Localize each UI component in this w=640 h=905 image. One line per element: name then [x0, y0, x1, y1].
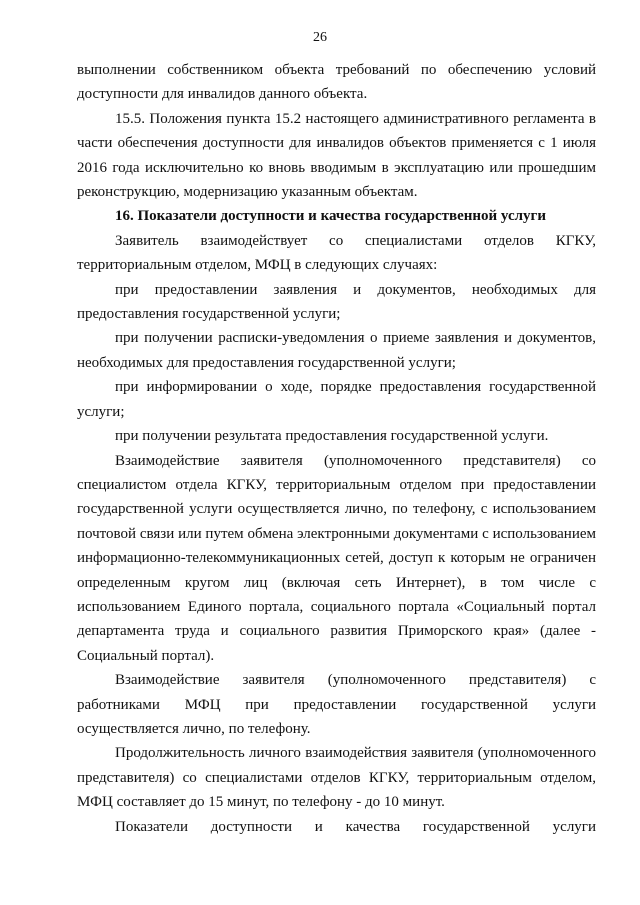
paragraph-continuation: выполнении собственником объекта требований по обеспечению условий доступности для инвалидов данного объекта.	[77, 62, 596, 103]
list-item-application: при предоставлении заявления и документов, необходимых для предоставления государственной услуги;	[77, 281, 596, 323]
paragraph-duration: Продолжительность личного взаимодействия заявителя (уполномоченного представителя) со специалистами отделов КГКУ, территориальным отделом, МФЦ составляет до 15 минут, по телефону - до 10 минут.	[77, 745, 596, 811]
section-heading-16: 16. Показатели доступности и качества государственной услуги	[115, 208, 546, 225]
list-item-result: при получении результата предоставления государственной услуги.	[115, 428, 549, 445]
list-item-receipt: при получении расписки-уведомления о приеме заявления и документов, необходимых для предоставления государственной услуги;	[77, 330, 596, 371]
page-number: 26	[313, 30, 327, 45]
document-body	[77, 58, 596, 839]
paragraph-interaction-cases: Заявитель взаимодействует со специалистами отделов КГКУ, территориальным отделом, МФЦ в следующих случаях:	[77, 232, 596, 274]
paragraph-interaction-mfc: Взаимодействие заявителя (уполномоченного представителя) с работниками МФЦ при предоставлении государственной услуги осуществляется лично, по телефону.	[77, 672, 596, 737]
list-item-informing: при информировании о ходе, порядке предоставления государственной услуги;	[77, 379, 596, 420]
paragraph-indicators: Показатели доступности и качества государственной услуги	[115, 818, 596, 835]
paragraph-15-5: 15.5. Положения пункта 15.2 настоящего административного регламента в части обеспечения доступности для инвалидов объектов применяется с 1 июля 2016 года исключительно ко вновь вводимым в эксплуатацию или прошедшим реконструкцию, модернизацию указанным объектам.	[77, 110, 596, 201]
paragraph-interaction-kgku: Взаимодействие заявителя (уполномоченного представителя) со специалистом отдела КГКУ, территориальным отделом при предоставлении государственной услуги осуществляется лично, по телефону, с использованием почтовой связи или путем обмена электронными документами с использованием информационно-телекоммуникационных сетей, доступ к которым не ограничен определенным кругом лиц (включая сеть Интернет), в том числе с использованием Единого портала, социального портала «Социальный портал департамента труда и социального развития Приморского края» (далее - Социальный портал).	[77, 452, 596, 664]
